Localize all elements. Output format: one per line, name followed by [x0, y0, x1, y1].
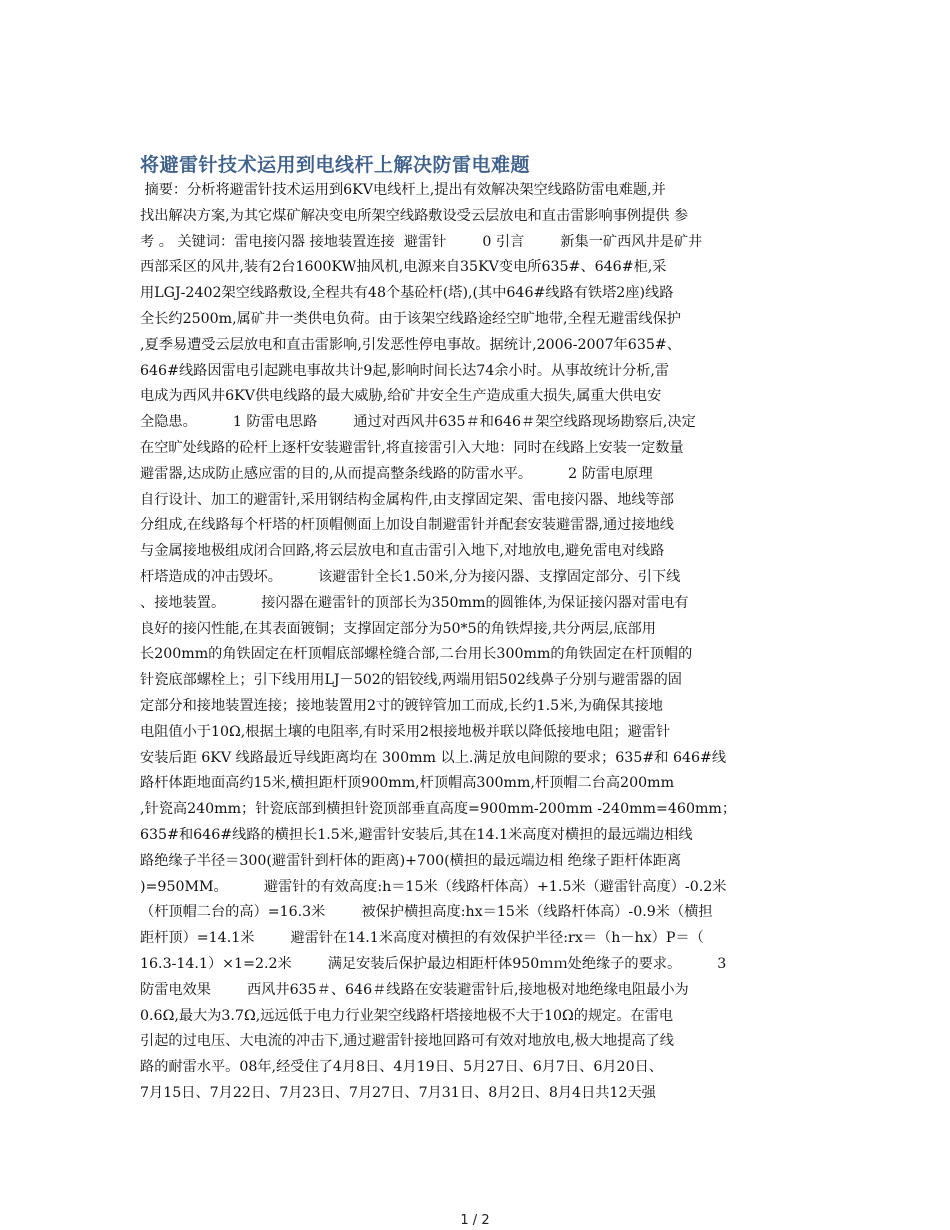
body-line: )=950MM。 避雷针的有效高度:h＝15米（线路杆体高）+1.5米（避雷针高度）-0.2米 [140, 878, 727, 895]
body-line: 自行设计、加工的避雷针,采用钢结构金属构件,由支撑固定架、雷电接闪器、地线等部 [140, 491, 674, 508]
body-line: 路绝缘子半径＝300(避雷针到杆体的距离)+700(横担的最远端边相 绝缘子距杆体距离 [140, 852, 682, 869]
body-line: 用LGJ-2402架空线路敷设,全程共有48个基砼杆(塔),(其中646#线路有铁塔2座)线路 [140, 285, 674, 302]
body-line: ,针瓷高240mm；针瓷底部到横担针瓷顶部垂直高度=900mm-200mm -240mm=460mm； [140, 801, 737, 818]
document-body [140, 178, 830, 1107]
body-line: 全长约2500m,属矿井一类供电负荷。由于该架空线路途经空旷地带,全程无避雷线保护 [140, 310, 681, 327]
body-line: 针瓷底部螺栓上；引下线用用LJ－502的铝铰线,两端用铝502线鼻子分别与避雷器的固 [140, 672, 682, 689]
document-title: 将避雷针技术运用到电线杆上解决防雷电难题 [140, 154, 531, 176]
body-line: 良好的接闪性能,在其表面镀铜；支撑固定部分为50*5的角铁焊接,共分两层,底部用 [140, 620, 656, 637]
body-line: 长200mm的角铁固定在杆顶帽底部螺栓缝合部,二台用长300mm的角铁固定在杆顶帽的 [140, 646, 693, 663]
body-line: 避雷器,达成防止感应雷的目的,从而提高整条线路的防雷水平。 2 防雷电原理 [140, 465, 653, 482]
body-line: 距杆顶）=14.1米 避雷针在14.1米高度对横担的有效保护半径:rx＝（h－hx）P＝（ [140, 930, 704, 947]
body-line: 摘要：分析将避雷针技术运用到6KV电线杆上,提出有效解决架空线路防雷电难题,并 [140, 182, 666, 198]
body-line: 0.6Ω,最大为3.7Ω,远远低于电力行业架空线路杆塔接地极不大于10Ω的规定。在雷电 [140, 1007, 674, 1024]
body-line: 与金属接地极组成闭合回路,将云层放电和直击雷引入地下,对地放电,避免雷电对线路 [140, 543, 665, 560]
body-line: 16.3-14.1）×1=2.2米 满足安装后保护最边相距杆体950ｍｍ处绝缘子的要求。 3 [140, 955, 727, 972]
body-line: 635#和646#线路的横担长1.5米,避雷针安装后,其在14.1米高度对横担的最远端边相线 [140, 826, 693, 843]
body-line: 引起的过电压、大电流的冲击下,通过避雷针接地回路可有效对地放电,极大地提高了线 [140, 1033, 674, 1050]
body-line: 、接地装置。 接闪器在避雷针的顶部长为350mm的圆锥体,为保证接闪器对雷电有 [140, 594, 689, 611]
body-line: 分组成,在线路每个杆塔的杆顶帽侧面上加设自制避雷针并配套安装避雷器,通过接地线 [140, 517, 674, 534]
body-line: 在空旷处线路的砼杆上逐杆安装避雷针,将直接雷引入大地：同时在线路上安装一定数量 [140, 439, 684, 456]
body-line: 电成为西风井6KV供电线路的最大威胁,给矿井安全生产造成重大损失,属重大供电安 [140, 388, 662, 405]
body-line: 电阻值小于10Ω,根据土壤的电阻率,有时采用2根接地极并联以降低接地电阻；避雷针 [140, 723, 671, 740]
body-line: 路杆体距地面高约15米,横担距杆顶900mm,杆顶帽高300mm,杆顶帽二台高200mm [140, 775, 675, 792]
body-line: 路的耐雷水平。08年,经受住了4月8日、4月19日、5月27日、6月7日、6月20日、 [140, 1059, 663, 1076]
body-line: 考 。 关键词：雷电接闪器 接地装置连接 避雷针 0 引言 新集一矿西风井是矿井 [140, 233, 703, 250]
body-line: 找出解决方案,为其它煤矿解决变电所架空线路敷设受云层放电和直击雷影响事例提供 参 [140, 207, 689, 224]
body-line: 全隐患。 1 防雷电思路 通过对西风井635＃和646＃架空线路现场勘察后,决定 [140, 414, 696, 431]
body-line: 杆塔造成的冲击毁坏。 该避雷针全长1.50米,分为接闪器、支撑固定部分、引下线 [140, 568, 681, 585]
page-indicator: 1 / 2 [460, 1213, 490, 1228]
body-line: ,夏季易遭受云层放电和直击雷影响,引发恶性停电事故。据统计,2006-2007年635#、 [140, 336, 681, 353]
body-line: 7月15日、7月22日、7月23日、7月27日、7月31日、8月2日、8月4日共12天强 [140, 1084, 656, 1101]
body-line: （杆顶帽二台的高）=16.3米 被保护横担高度:hx＝15米（线路杆体高）-0.9米（横担 [140, 904, 713, 921]
body-line: 646#线路因雷电引起跳电事故共计9起,影响时间长达74余小时。从事故统计分析,雷 [140, 362, 670, 379]
body-line: 防雷电效果 西风井635＃、646＃线路在安装避雷针后,接地极对地绝缘电阻最小为 [140, 981, 689, 998]
body-line: 安装后距 6KV 线路最近导线距离均在 300mm 以上.满足放电间隙的要求；635#和 646#线 [140, 749, 727, 766]
body-line: 西部采区的风井,装有2台1600KW抽风机,电源来自35KV变电所635#、646#柜,采 [140, 259, 667, 276]
body-line: 定部分和接地装置连接；接地装置用2寸的镀锌管加工而成,长约1.5米,为确保其接地 [140, 697, 663, 714]
